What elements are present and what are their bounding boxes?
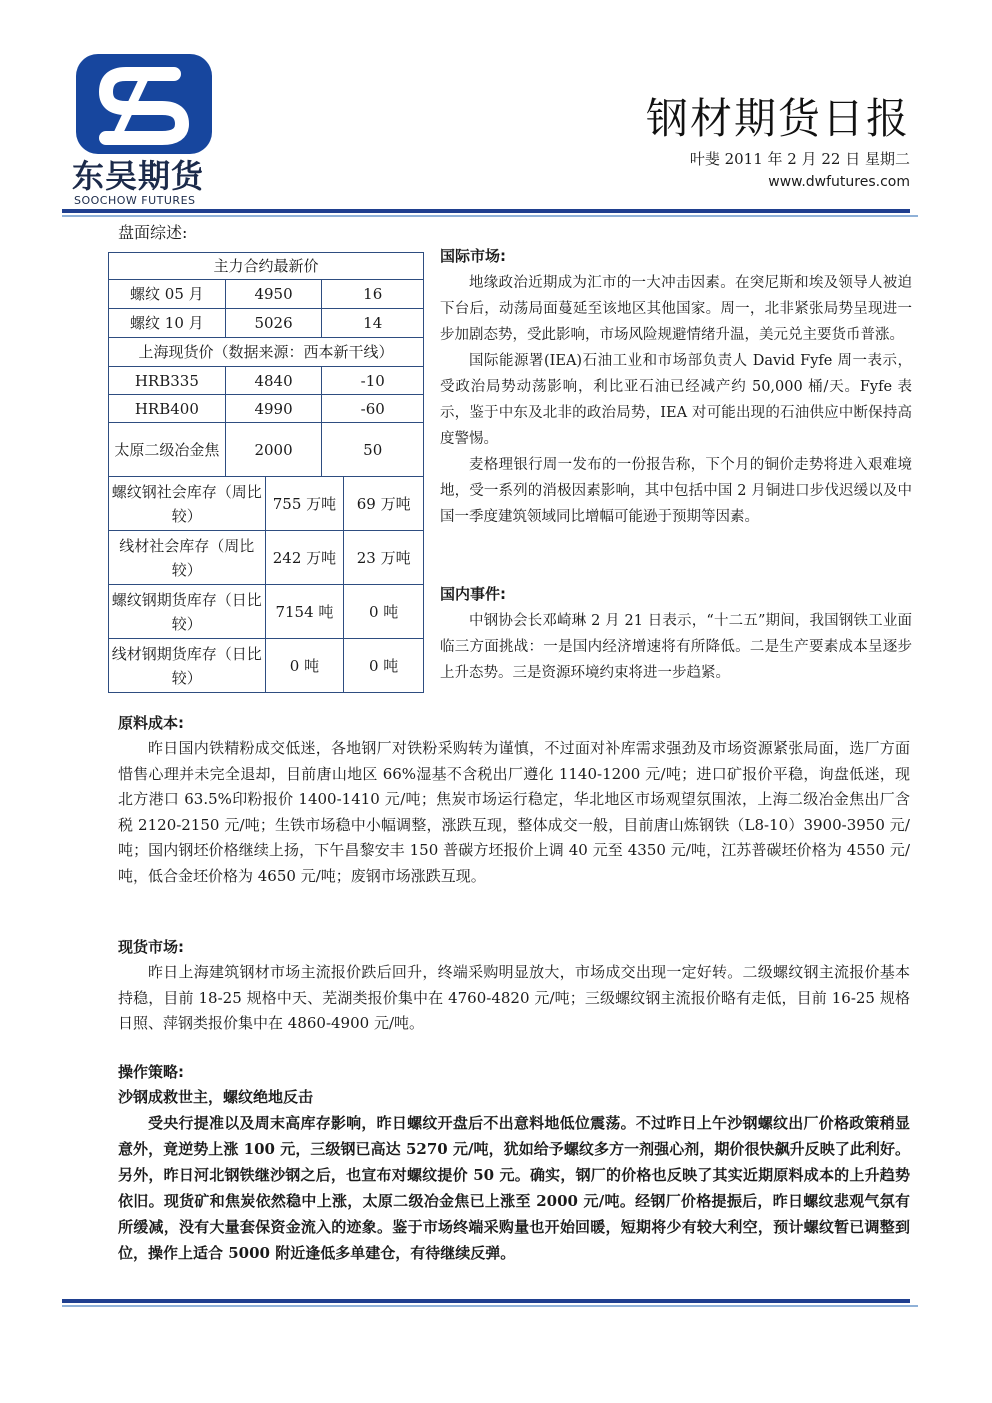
table-cell-price: 5026 — [225, 309, 322, 338]
table-cell-name: 螺纹钢社会库存（周比较） — [109, 477, 266, 531]
table-cell-value: 242 万吨 — [265, 531, 344, 585]
strategy-paragraph: 受央行提准以及周末高库存影响，昨日螺纹开盘后不出意料地低位震荡。不过昨日上午沙钢螺纹出厂价格政策稍显意外，竟逆势上涨 100 元，三级钢已高达 5270 元/吨，犹如给予螺纹多方一剂强心剂，期价很快飙升反映了此利好。另外，昨日河北钢铁继沙钢之后，也宣布对螺纹提价 50 元。确实，钢厂的价格也反映了其实近期原料成本的上升趋势依旧。现货矿和焦炭依然稳中上涨，太原二级冶金焦已上涨至 2000 元/吨。经钢厂价格提振后，昨日螺纹悲观气氛有所缓减，没有大量套保资金流入的迹象。鉴于市场终端采购量也开始回暖，短期将少有较大利空，预计螺纹暂已调整到位，操作上适合 5000 附近逢低多单建仓，有待继续反弹。 — [118, 1114, 910, 1262]
table-cell-change: -60 — [322, 395, 424, 423]
table-row — [109, 585, 424, 639]
domestic-heading: 国内事件: — [440, 585, 506, 603]
footer-rule — [62, 1299, 910, 1303]
report-title: 钢材期货日报 — [645, 94, 910, 143]
table-cell-price: 4990 — [225, 395, 322, 423]
header-rule-light — [62, 215, 918, 217]
table-row — [109, 531, 424, 585]
header-rule — [62, 209, 910, 213]
logo-name: 东吴期货 — [72, 157, 205, 195]
raw-material-heading: 原料成本: — [118, 714, 184, 732]
website-link[interactable]: www.dwfutures.com — [768, 174, 910, 190]
table-header-spot: 上海现货价（数据来源：西本新干线） — [109, 338, 424, 367]
table-cell-name: HRB335 — [109, 367, 226, 395]
domestic-section — [440, 582, 912, 686]
logo-mark-icon — [76, 54, 212, 154]
spot-market-heading: 现货市场: — [118, 938, 184, 956]
international-paragraph-3: 麦格理银行周一发布的一份报告称，下个月的铜价走势将进入艰难境地，受一系列的消极因素影响，其中包括中国 2 月铜进口步伐迟缓以及中国一季度建筑领域同比增幅可能逊于预期等因素。 — [440, 457, 912, 525]
table-cell-name: HRB400 — [109, 395, 226, 423]
table-cell-change: 16 — [322, 280, 424, 309]
table-cell-name: 线材钢期货库存（日比较） — [109, 639, 266, 693]
table-header-main: 主力合约最新价 — [109, 253, 424, 280]
table-row — [109, 309, 424, 338]
table-cell-change: 0 吨 — [344, 639, 424, 693]
table-cell-change: 69 万吨 — [344, 477, 424, 531]
strategy-section — [118, 1060, 910, 1266]
table-row — [109, 395, 424, 423]
international-paragraph-2: 国际能源署(IEA)石油工业和市场部负责人 David Fyfe 周一表示，受政治局势动荡影响，利比亚石油已经减产约 50,000 桶/天。Fyfe 表示，鉴于中东及北非的政治局势，IEA 对可能出现的石油供应中断保持高度警惕。 — [440, 353, 912, 447]
table-cell-name: 螺纹 05 月 — [109, 280, 226, 309]
table-row — [109, 423, 424, 477]
footer-rule-light — [62, 1305, 918, 1307]
table-cell-value: 0 吨 — [265, 639, 344, 693]
table-cell-price: 2000 — [225, 423, 322, 477]
international-section — [440, 244, 912, 530]
strategy-heading: 操作策略: — [118, 1063, 184, 1081]
international-heading: 国际市场: — [440, 247, 506, 265]
price-table — [108, 252, 424, 693]
table-row — [109, 477, 424, 531]
table-cell-change: 14 — [322, 309, 424, 338]
table-row — [109, 367, 424, 395]
international-paragraph-1: 地缘政治近期成为汇市的一大冲击因素。在突尼斯和埃及领导人被迫下台后，动荡局面蔓延至该地区其他国家。周一，北非紧张局势呈现进一步加剧态势，受此影响，市场风险规避情绪升温，美元兑主要货币普涨。 — [440, 275, 912, 343]
table-row — [109, 253, 424, 280]
table-cell-name: 螺纹钢期货库存（日比较） — [109, 585, 266, 639]
table-cell-change: 50 — [322, 423, 424, 477]
table-cell-name: 线材社会库存（周比较） — [109, 531, 266, 585]
table-row — [109, 639, 424, 693]
table-cell-price: 4950 — [225, 280, 322, 309]
table-cell-value: 7154 吨 — [265, 585, 344, 639]
table-cell-change: 23 万吨 — [344, 531, 424, 585]
raw-material-section — [118, 711, 910, 889]
table-cell-name: 螺纹 10 月 — [109, 309, 226, 338]
table-cell-price: 4840 — [225, 367, 322, 395]
table-row — [109, 338, 424, 367]
table-row — [109, 280, 424, 309]
raw-material-paragraph: 昨日国内铁精粉成交低迷，各地钢厂对铁粉采购转为谨慎，不过面对补库需求强劲及市场资源紧张局面，选厂方面惜售心理并未完全退却，目前唐山地区 66%湿基不含税出厂遵化 1140-1200 元/吨；进口矿报价平稳，询盘低迷，现北方港口 63.5%印粉报价 1400-1410 元/吨；焦炭市场运行稳定，华北地区市场观望氛围浓，上海二级冶金焦出厂含税 2120-2150 元/吨；生铁市场稳中小幅调整，涨跌互现，整体成交一般，目前唐山炼钢铁（L8-10）3900-3950 元/吨；国内钢坯价格继续上扬，下午昌黎安丰 150 普碳方坯报价上调 40 元至 4350 元/吨，江苏普碳坯价格为 4550 元/吨，低合金坯价格为 4650 元/吨；废钢市场涨跌互现。 — [118, 739, 910, 885]
strategy-subheading: 沙钢成救世主，螺纹绝地反击 — [118, 1088, 314, 1106]
spot-market-section — [118, 935, 910, 1037]
table-cell-value: 755 万吨 — [265, 477, 344, 531]
table-cell-change: 0 吨 — [344, 585, 424, 639]
spot-market-paragraph: 昨日上海建筑钢材市场主流报价跌后回升，终端采购明显放大，市场成交出现一定好转。二级螺纹钢主流报价基本持稳，目前 18-25 规格中天、芜湖类报价集中在 4760-4820 元/吨；三级螺纹钢主流报价略有走低，目前 16-25 规格日照、萍钢类报价集中在 4860-4900 元/吨。 — [118, 963, 910, 1032]
company-logo — [72, 54, 212, 210]
overview-label: 盘面综述: — [118, 223, 188, 242]
author-date: 叶斐 2011 年 2 月 22 日 星期二 — [689, 150, 910, 168]
domestic-paragraph-1: 中钢协会长邓崎琳 2 月 21 日表示，“十二五”期间，我国钢铁工业面临三方面挑战：一是国内经济增速将有所降低。二是生产要素成本呈逐步上升态势。三是资源环境约束将进一步趋紧。 — [440, 613, 912, 681]
logo-subtitle: SOOCHOW FUTURES — [74, 194, 196, 207]
table-cell-change: -10 — [322, 367, 424, 395]
table-cell-name: 太原二级冶金焦 — [109, 423, 226, 477]
